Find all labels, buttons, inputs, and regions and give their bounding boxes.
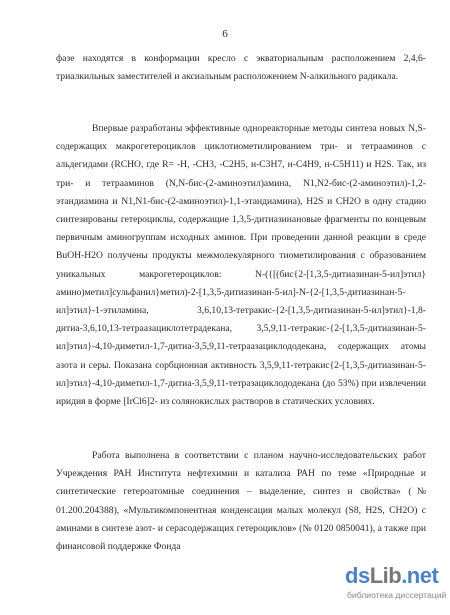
paragraph-3-text: Работа выполнена в соответствии с планом научно-исследовательских работ Учреждения РАН Института нефтехимии и катализа РАН по теме «Природные и синтетические гетероатомные соединения – выделение, синтез и свойства» (№ 01.200.204388), «Мультикомпонентная конденсация малых молекул (S8, H2S, CH2O) с аминами в синтезе азот- и серасодержащих гетероциклов» (№ 0120 0850041), а также при финансовой поддержке Фонда [56,450,426,553]
paragraph-2 [56,120,426,411]
dslib-watermark [345,563,445,607]
watermark-subtitle: библиотека диссертаций [347,590,447,600]
paragraph-3 [56,447,426,556]
paragraph-1: фазе находятся в конформации кресло с экваториальным расположением 2,4,6-триалкильных заместителей и аксиальным расположением N-алкильного радикала. [56,53,426,83]
watermark-logo: dsLib.net [345,563,439,588]
page-number: 6 [222,28,228,40]
paragraph-2-text: Впервые разработаны эффективные однореакторные методы синтеза новых N,S-содержащих макрогетероциклов циклотиометилированием три- и тетрааминов с альдегидами (RCHO, где R= -H, -CH3, -C2H5, н-C3H7, н-C4H9, н-C5H11) и H2S. Так, из три- и тетрааминов (N,N-бис-(2-аминоэтил)амина, N1,N2-бис-(2-аминоэтил)-1,2-этандиамина и N1,N1-бис-(2-аминоэтил)-1,1-этандиамина), H2S и CH2O в одну стадию синтезированы гетероциклы, содержащие 1,3,5-дитиазинановые фрагменты по концевым первичным аминогруппам исходных аминов. При проведении данной реакции в среде BuOH-H2O получены продукты межмолекулярного тиометилирования с образованием уникальных макрогетероциклов: N-({[(бис{2-[1,3,5-дитиазинан-5-ил]этил}амино)метил]сульфанил}метил)-2-[1,3,5-дитиазинан-5-ил]-N-{2-[1,3,5-дитиазинан-5-ил]этил}-1-этиламина, 3,6,10,13-тетракис-{2-[1,3,5-дитиазинан-5-ил]этил}-1,8-дитиа-3,6,10,13-тетраазациклотетрадекана, 3,5,9,11-тетракис-{2-[1,3,5-дитиазинан-5-ил]этил}-4,10-диметил-1,7-дитиа-3,5,9,11-тетраазациклододекана, содержащих атомы азота и серы. Показана сорбционная активность 3,5,9,11-тетракис{2-[1,3,5-дитиазинан-5-ил]этил}-4,10-диметил-1,7-дитиа-3,5,9,11-тетразациклододекана (до 53%) при извлечении иридия в форме [IrCl6]2- из солянокислых растворов в статических условиях. [56,123,426,408]
